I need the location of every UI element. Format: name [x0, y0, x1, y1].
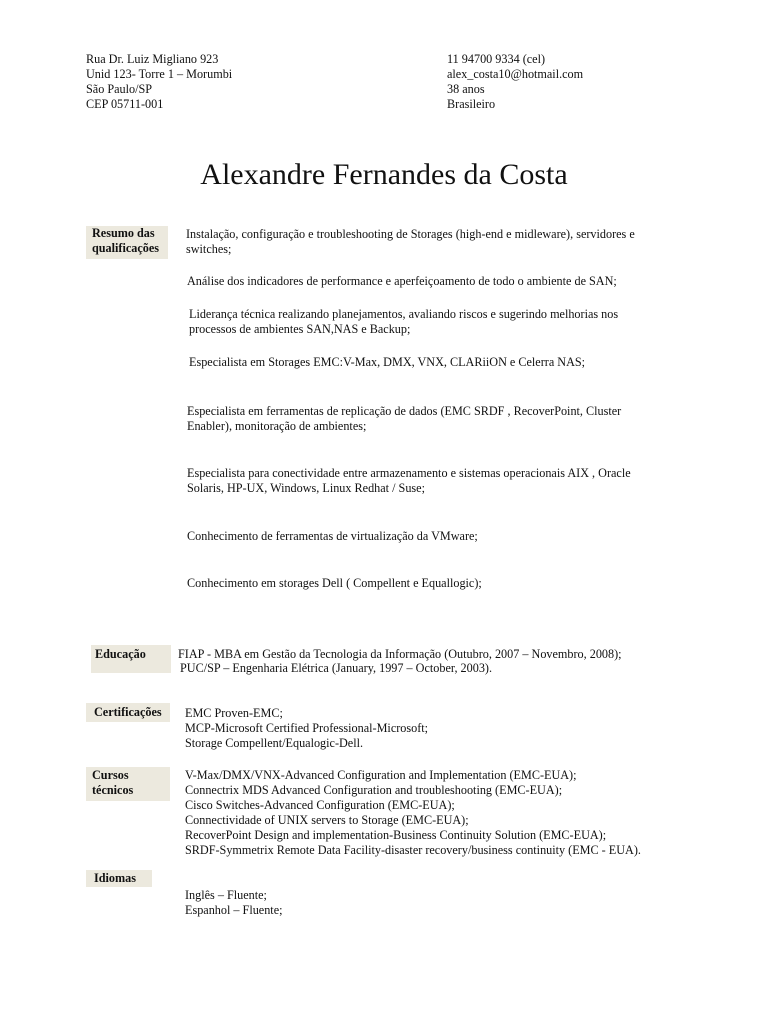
address-block	[86, 52, 232, 112]
nationality: Brasileiro	[447, 97, 496, 111]
education-item: FIAP - MBA em Gestão da Tecnologia da Informação (Outubro, 2007 – Novembro, 2008);	[178, 647, 622, 661]
course-item: RecoverPoint Design and implementation-Business Continuity Solution (EMC-EUA);	[185, 828, 607, 842]
language-item: Espanhol – Fluente;	[185, 903, 283, 917]
summary-item: Especialista para conectividade entre armazenamento e sistemas operacionais AIX , Oracle Solaris, HP-UX, Windows, Linux Redhat / Suse;	[187, 466, 631, 495]
summary-item: Conhecimento em storages Dell ( Compellent e Equallogic);	[187, 576, 482, 590]
summary-item: Especialista em ferramentas de replicação de dados (EMC SRDF , RecoverPoint, Cluster Enabler), monitoração de ambientes;	[187, 404, 622, 433]
email: alex_costa10@hotmail.com	[447, 67, 584, 81]
certifications-label: Certificações	[86, 703, 170, 722]
address-line: Unid 123- Torre 1 – Morumbi	[86, 67, 233, 81]
address-line: São Paulo/SP	[86, 82, 153, 96]
certification-item: EMC Proven-EMC;	[185, 706, 283, 720]
summary-item: Liderança técnica realizando planejamentos, avaliando riscos e sugerindo melhorias nos processos de ambientes SAN,NAS e Backup;	[189, 307, 619, 336]
course-item: Connectrix MDS Advanced Configuration and troubleshooting (EMC-EUA);	[185, 783, 563, 797]
page-title: Alexandre Fernandes da Costa	[200, 158, 568, 191]
education-label: Educação	[91, 645, 171, 673]
courses-list	[185, 768, 641, 858]
summary-item: Instalação, configuração e troubleshooting de Storages (high-end e midleware), servidores e switches;	[186, 227, 635, 256]
summary-item: Análise dos indicadores de performance e aperfeiçoamento de todo o ambiente de SAN;	[187, 274, 617, 288]
course-item: Connectividade of UNIX servers to Storage (EMC-EUA);	[185, 813, 469, 827]
course-item: Cisco Switches-Advanced Configuration (EMC-EUA);	[185, 798, 455, 812]
phone: 11 94700 9334 (cel)	[447, 52, 546, 66]
language-item: Inglês – Fluente;	[185, 888, 267, 902]
certifications-list	[185, 706, 428, 751]
course-item: V-Max/DMX/VNX-Advanced Configuration and Implementation (EMC-EUA);	[185, 768, 577, 782]
address-line: CEP 05711-001	[86, 97, 164, 111]
languages-label: Idiomas	[86, 870, 152, 887]
summary-item: Conhecimento de ferramentas de virtualização da VMware;	[187, 529, 478, 543]
address-line: Rua Dr. Luiz Migliano 923	[86, 52, 219, 66]
summary-label: Resumo das qualificações	[86, 226, 168, 259]
age: 38 anos	[447, 82, 485, 96]
summary-item: Especialista em Storages EMC:V-Max, DMX, VNX, CLARiiON e Celerra NAS;	[189, 355, 586, 369]
certification-item: Storage Compellent/Equalogic-Dell.	[185, 736, 364, 750]
education-item: PUC/SP – Engenharia Elétrica (January, 1997 – October, 2003).	[180, 661, 493, 675]
languages-list	[185, 888, 283, 918]
personal-info-block	[447, 52, 583, 112]
courses-label: Cursos técnicos	[86, 767, 170, 801]
certification-item: MCP-Microsoft Certified Professional-Microsoft;	[185, 721, 429, 735]
course-item: SRDF-Symmetrix Remote Data Facility-disaster recovery/business continuity (EMC - EUA).	[185, 843, 641, 857]
